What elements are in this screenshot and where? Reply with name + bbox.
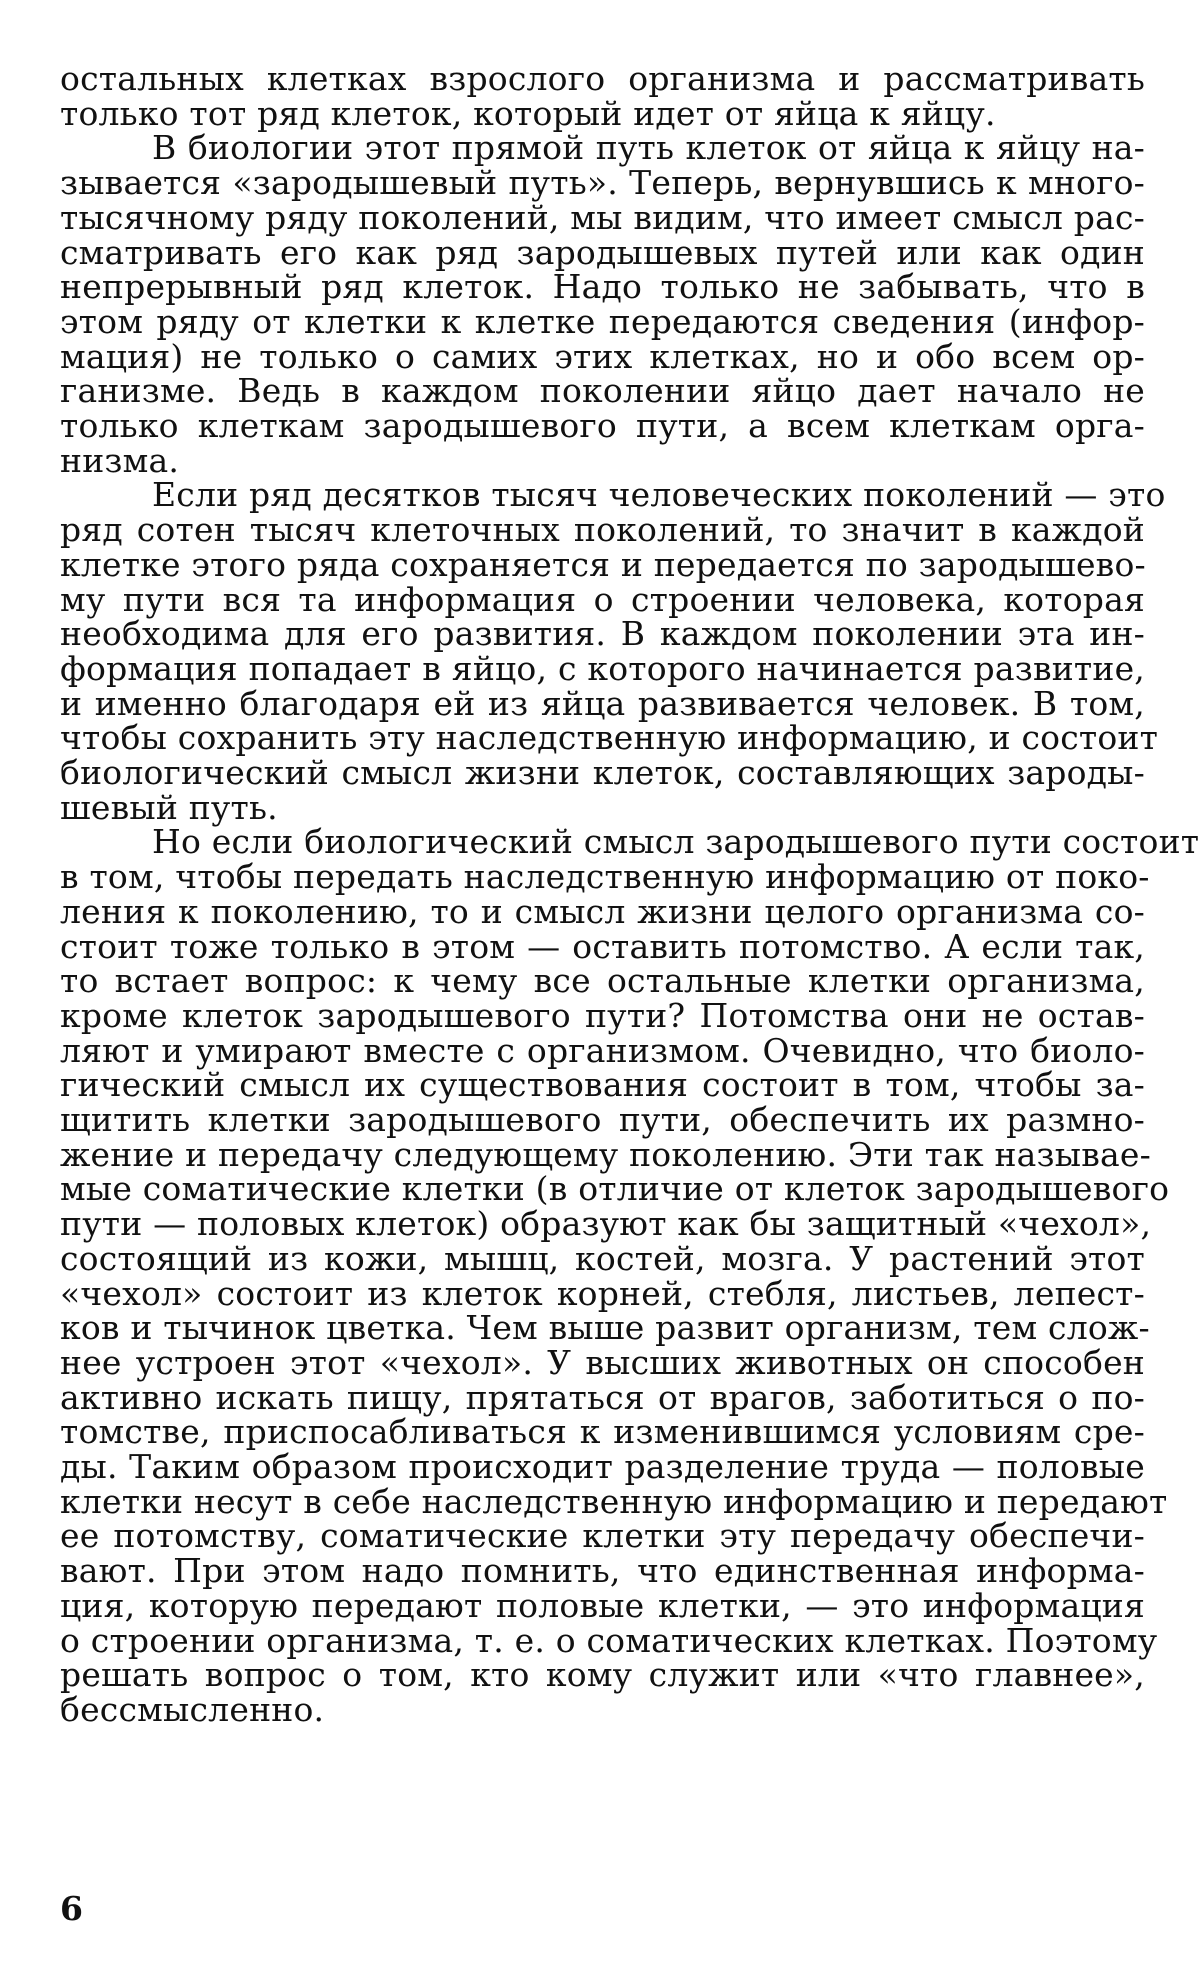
text-line: ды. Таким образом происходит разделение труда — половые (60, 1447, 1145, 1486)
text-line: остальных клетках взрослого организма и рассматривать (60, 59, 1145, 98)
text-line: то встает вопрос: к чему все остальные клетки организма, (60, 961, 1145, 1001)
text-line: Если ряд десятков тысяч человеческих поколений — это (152, 475, 1166, 515)
text-line: жение и передачу следующему поколению. Эти так называе- (60, 1134, 1151, 1174)
text-line: Но если биологический смысл зародышевого пути состоит (152, 822, 1200, 862)
text-line: пути — половых клеток) образуют как бы защитный «чехол», (60, 1204, 1152, 1244)
text-line: гический смысл их существования состоит в том, чтобы за- (60, 1065, 1145, 1105)
text-line: ления к поколению, то и смысл жизни целого организма со- (60, 891, 1145, 931)
text-line: клетки несут в себе наследственную информацию и передают (60, 1481, 1168, 1521)
text-line: мые соматические клетки (в отличие от клеток зародышевого (60, 1169, 1170, 1209)
text-line: чтобы сохранить эту наследственную информацию, и состоит (60, 718, 1159, 758)
text-line: ганизме. Ведь в каждом поколении яйцо дает начало не (60, 371, 1145, 411)
text-line: бессмысленно. (60, 1689, 325, 1729)
text-line: ков и тычинок цветка. Чем выше развит организм, тем слож- (60, 1308, 1150, 1348)
text-line: зывается «зародышевый путь». Теперь, вернувшись к много- (60, 163, 1145, 203)
text-line: ция, которую передают половые клетки, — это информация (60, 1585, 1145, 1625)
text-line: ряд сотен тысяч клеточных поколений, то значит в каждой (60, 510, 1145, 550)
text-line: и именно благодаря ей из яйца развивается человек. В том, (60, 683, 1145, 723)
text-line: активно искать пищу, прятаться от врагов, заботиться о по- (60, 1377, 1145, 1417)
text-line: необходима для его развития. В каждом поколении эта ин- (60, 614, 1145, 654)
text-line: решать вопрос о том, кто кому служит или «что главнее», (60, 1655, 1145, 1695)
text-line: му пути вся та информация о строении человека, которая (60, 579, 1145, 619)
text-line: ляют и умирают вместе с организмом. Очевидно, что биоло- (60, 1030, 1145, 1070)
text-line: ее потомству, соматические клетки эту передачу обеспечи- (60, 1516, 1145, 1556)
text-line: шевый путь. (60, 787, 278, 827)
text-line: вают. При этом надо помнить, что единственная информа- (60, 1551, 1145, 1591)
text-line: низма. (60, 440, 180, 480)
text-line: томстве, приспосабливаться к изменившимся условиям сре- (60, 1412, 1145, 1452)
page-number: 6 (60, 1889, 83, 1928)
text-line: сматривать его как ряд зародышевых путей или как один (60, 232, 1145, 272)
text-line: о строении организма, т. е. о соматических клетках. Поэтому (60, 1620, 1158, 1660)
text-line: кроме клеток зародышевого пути? Потомства они не остав- (60, 995, 1145, 1035)
text-line: тысячному ряду поколений, мы видим, что имеет смысл рас- (60, 197, 1145, 237)
text-line: клетке этого ряда сохраняется и передается по зародышево- (60, 544, 1146, 584)
text-line: щитить клетки зародышевого пути, обеспечить их размно- (60, 1100, 1145, 1139)
text-line: нее устроен этот «чехол». У высших животных он способен (60, 1342, 1145, 1382)
text-line: мация) не только о самих этих клетках, но и обо всем ор- (60, 336, 1145, 376)
text-line: биологический смысл жизни клеток, составляющих зароды- (60, 753, 1145, 792)
text-line: только тот ряд клеток, который идет от яйца к яйцу. (60, 93, 996, 133)
text-line: В биологии этот прямой путь клеток от яйца к яйцу на- (152, 128, 1145, 168)
text-line: этом ряду от клетки к клетке передаются сведения (инфор- (60, 301, 1145, 341)
text-line: в том, чтобы передать наследственную информацию от поко- (60, 857, 1150, 897)
text-line: стоит тоже только в этом — оставить потомство. А если так, (60, 926, 1145, 966)
text-line: «чехол» состоит из клеток корней, стебля, листьев, лепест- (60, 1273, 1145, 1313)
text-line: формация попадает в яйцо, с которого начинается развитие, (60, 648, 1145, 688)
text-line: только клеткам зародышевого пути, а всем клеткам орга- (60, 406, 1145, 445)
text-line: состоящий из кожи, мышц, костей, мозга. У растений этот (60, 1238, 1145, 1278)
text-line: непрерывный ряд клеток. Надо только не забывать, что в (60, 267, 1145, 307)
